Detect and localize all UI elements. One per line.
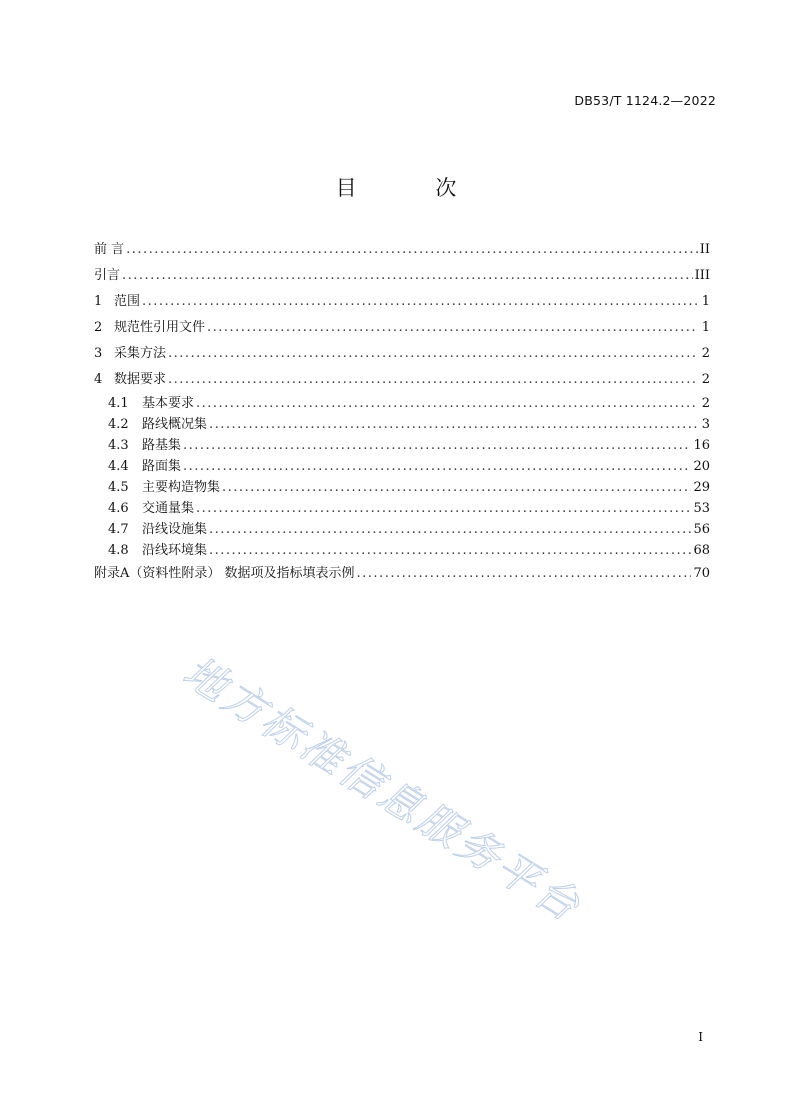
toc-entry-page: 3: [701, 417, 710, 432]
toc-entry-page: 68: [693, 543, 710, 558]
toc-entry-number: 4.5: [108, 480, 129, 495]
dot-leader: [122, 263, 693, 289]
toc-entry-page: 53: [693, 501, 710, 516]
toc-entry-page: 29: [693, 480, 710, 495]
dot-leader: [196, 393, 698, 414]
toc-entry-page: III: [694, 268, 710, 283]
toc-entry-label: 采集方法: [114, 346, 167, 361]
toc-entry[interactable]: [94, 341, 710, 367]
toc-entry[interactable]: [94, 540, 710, 561]
toc-entry-label: 沿线设施集: [142, 522, 208, 537]
toc-entry[interactable]: [94, 315, 710, 341]
toc-entry-number: 4.4: [108, 459, 129, 474]
dot-leader: [142, 289, 698, 315]
toc-entry[interactable]: [94, 414, 710, 435]
dot-leader: [207, 315, 698, 341]
toc-entry-page: 2: [701, 346, 710, 361]
toc-entry[interactable]: [94, 456, 710, 477]
dot-leader: [168, 367, 698, 393]
toc-entry-number: 4.6: [108, 501, 129, 516]
toc-entry[interactable]: [94, 519, 710, 540]
dot-leader: [209, 414, 698, 435]
toc-entry-number: 2: [94, 320, 103, 335]
dot-leader: [222, 477, 691, 498]
toc-entry-number: 4: [94, 372, 103, 387]
toc-entry-label: 主要构造物集: [142, 480, 221, 495]
toc-entry-number: 3: [94, 346, 103, 361]
dot-leader: [183, 435, 691, 456]
page-title: 目 次: [335, 176, 493, 200]
watermark: 地方标准信息服务平台: [174, 646, 591, 933]
toc-entry-label: 路面集: [142, 459, 182, 474]
dot-leader: [196, 498, 691, 519]
toc-entry-label: 交通量集: [142, 501, 195, 516]
dot-leader: [126, 237, 698, 263]
toc-entry[interactable]: [94, 561, 710, 587]
toc-entry[interactable]: [94, 263, 710, 289]
toc-entry[interactable]: [94, 393, 710, 414]
toc-entry-number: 4.8: [108, 543, 129, 558]
toc-entry-number: 4.3: [108, 438, 129, 453]
dot-leader: [357, 561, 692, 587]
toc-entry-page: 20: [693, 459, 710, 474]
toc-entry-label: 前 言: [94, 242, 125, 257]
toc-entry-number: 1: [94, 294, 103, 309]
toc-entry-page: 1: [701, 294, 710, 309]
toc-entry-label: 数据要求: [114, 372, 167, 387]
dot-leader: [168, 341, 698, 367]
toc-entry[interactable]: [94, 237, 710, 263]
toc-entry-page: 2: [701, 396, 710, 411]
dot-leader: [183, 456, 691, 477]
toc-entry-page: 70: [693, 566, 710, 581]
toc-entry-label: 路基集: [142, 438, 182, 453]
toc-entry[interactable]: [94, 477, 710, 498]
toc-entry-label: 规范性引用文件: [114, 320, 206, 335]
toc-entry-number: 4.1: [108, 396, 129, 411]
toc-entry-label: 范围: [114, 294, 141, 309]
toc-entry-label: 路线概况集: [142, 417, 208, 432]
toc-entry-page: 1: [701, 320, 710, 335]
toc-entry-number: 4.7: [108, 522, 129, 537]
table-of-contents: [94, 237, 710, 587]
toc-entry-page: II: [699, 242, 710, 257]
page-number: I: [698, 1030, 703, 1044]
toc-entry-page: 56: [693, 522, 710, 537]
dot-leader: [209, 519, 691, 540]
toc-entry[interactable]: [94, 498, 710, 519]
toc-entry[interactable]: [94, 435, 710, 456]
toc-entry-page: 16: [693, 438, 710, 453]
toc-entry[interactable]: [94, 289, 710, 315]
dot-leader: [209, 540, 691, 561]
toc-entry-label: 沿线环境集: [142, 543, 208, 558]
toc-entry-number: 4.2: [108, 417, 129, 432]
toc-entry-page: 2: [701, 372, 710, 387]
toc-entry-label: 引言: [94, 268, 121, 283]
toc-entry-label: 基本要求: [142, 396, 195, 411]
document-code: DB53/T 1124.2—2022: [574, 93, 716, 108]
toc-entry[interactable]: [94, 367, 710, 393]
toc-entry-label: 附录A（资料性附录） 数据项及指标填表示例: [94, 566, 355, 581]
